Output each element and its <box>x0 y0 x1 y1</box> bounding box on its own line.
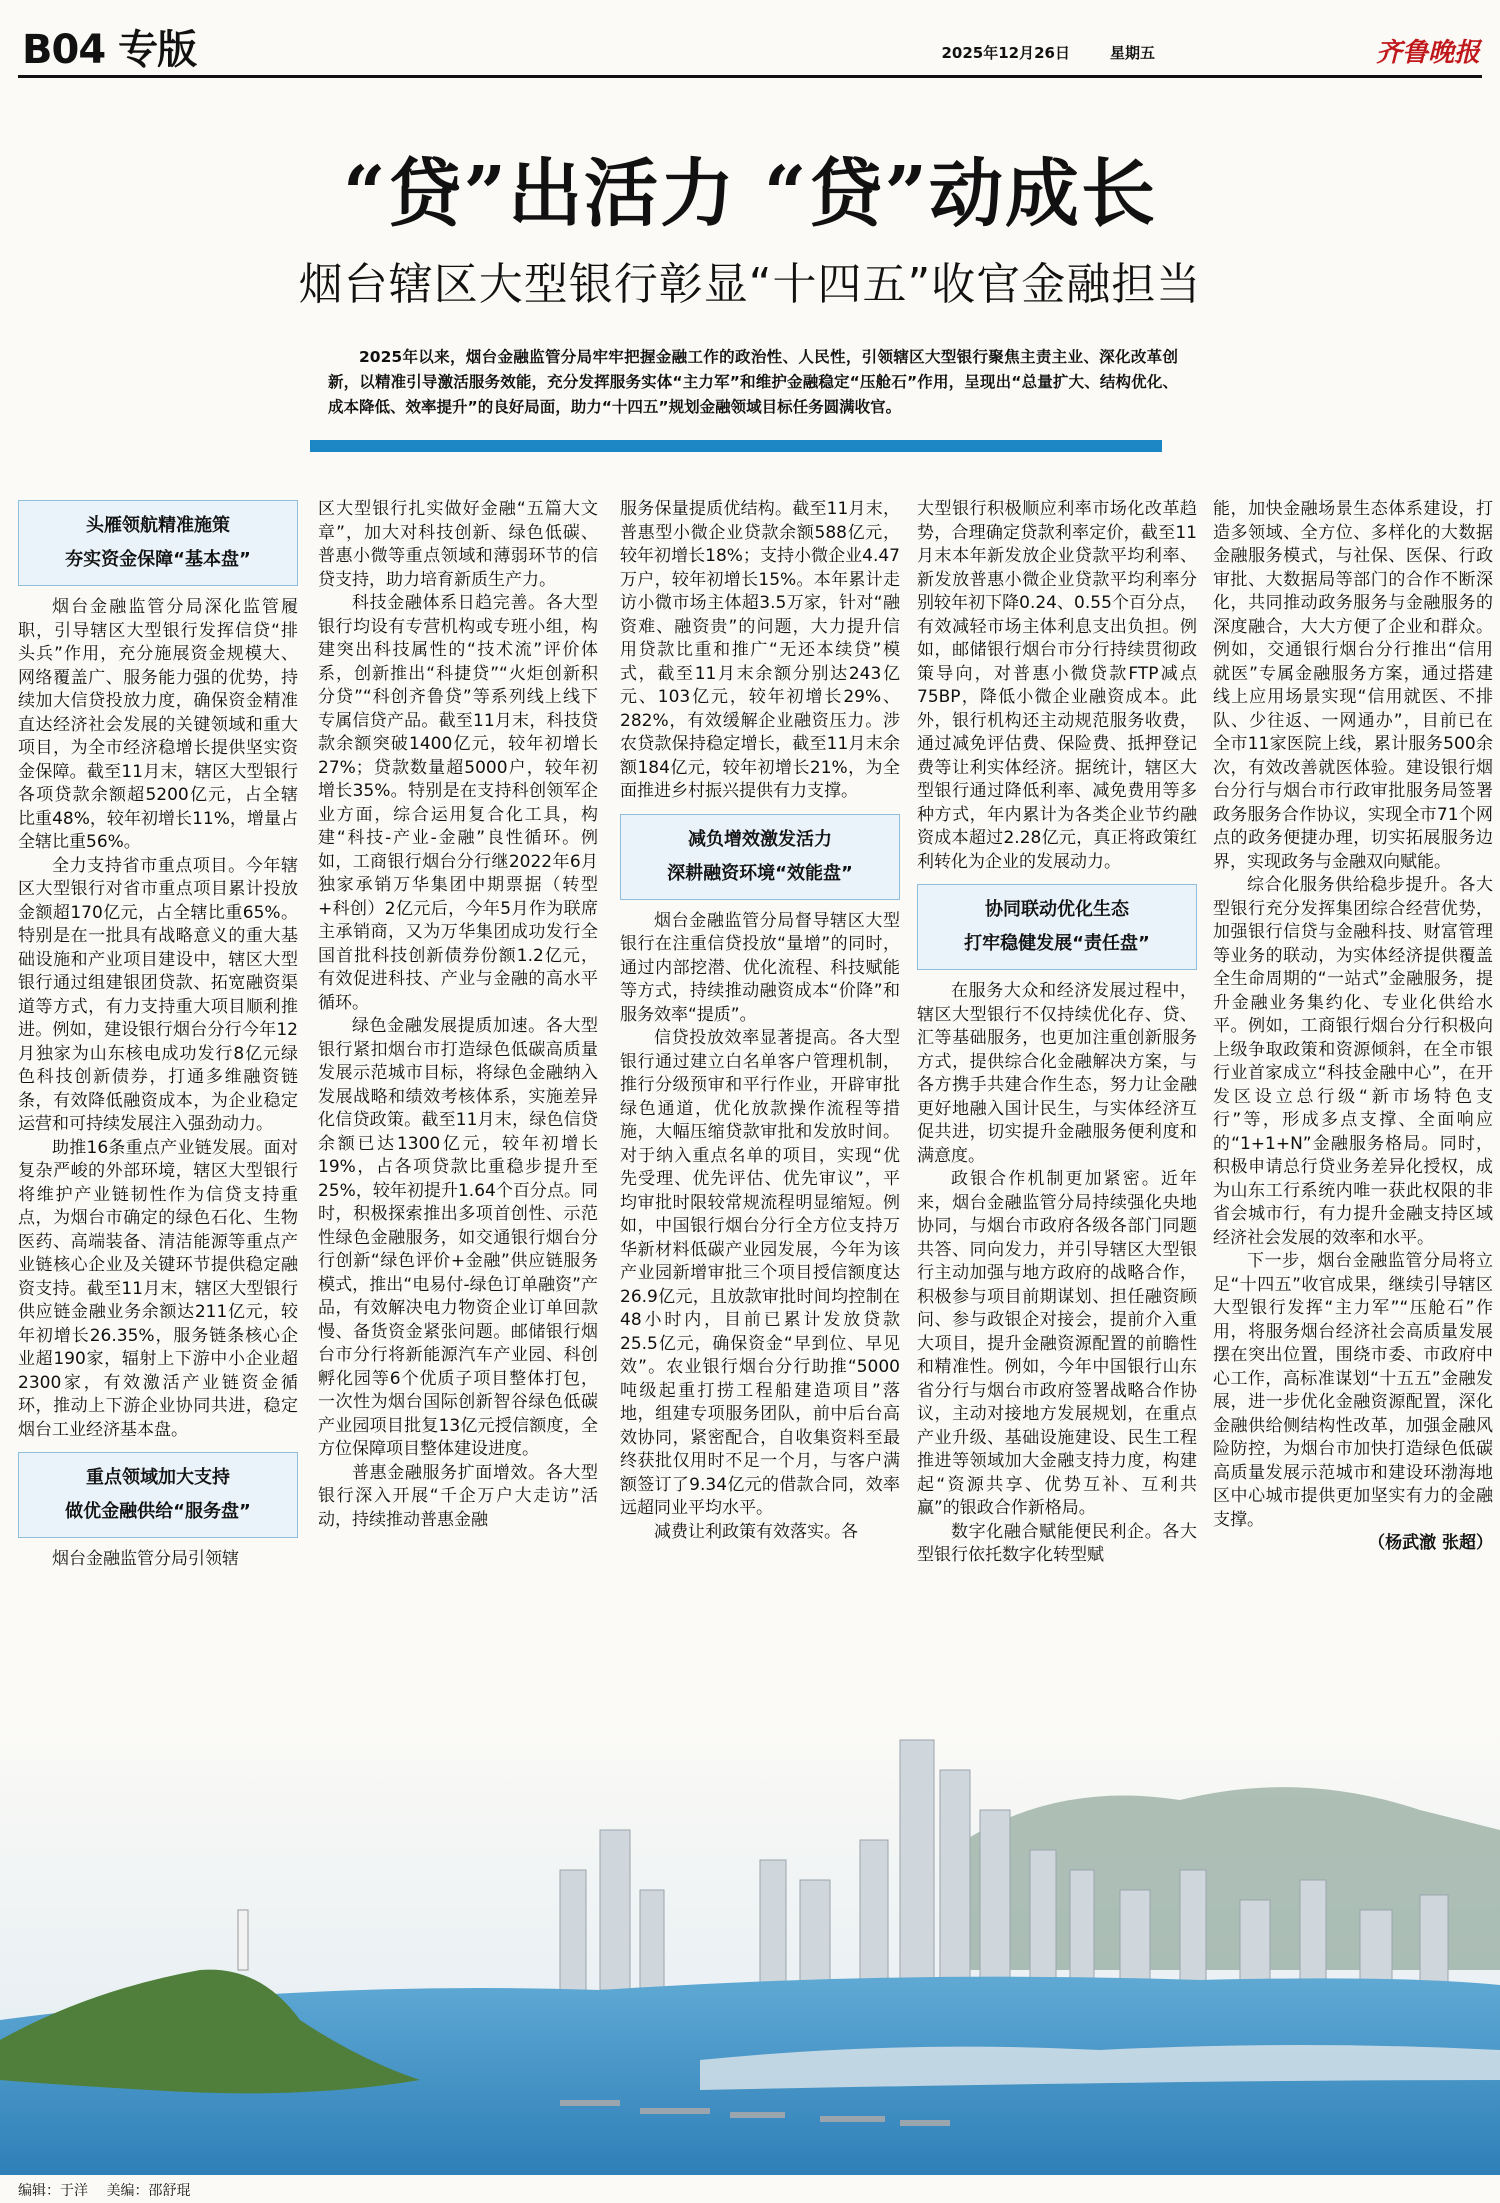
paragraph: 在服务大众和经济发展过程中，辖区大型银行不仅持续优化存、贷、汇等基础服务，也更加注重创新服务方式，提供综合化金融解决方案，与各方携手共建合作生态，努力让金融更好地融入国计民生，与实体经济互促共进，切实提升金融服务便利度和满意度。 <box>917 981 1197 1166</box>
lead-divider-bar <box>310 440 1162 452</box>
paragraph: 区大型银行扎实做好金融“五篇大文章”，加大对科技创新、绿色低碳、普惠小微等重点领域和薄弱环节的信贷支持，助力培育新质生产力。 <box>318 499 598 590</box>
paragraph: 助推16条重点产业链发展。面对复杂严峻的外部环境，辖区大型银行将维护产业链韧性作为信贷支持重点，为烟台市确定的绿色石化、生物医药、高端装备、清洁能源等重点产业链核心企业及关键环节提供稳定融资支持。截至11月末，辖区大型银行供应链金融业务余额达211亿元，较年初增长26.35%，服务链条核心企业超190家，辐射上下游中小企业超2300家，有效激活产业链资金循环，推动上下游企业协同共进，稳定烟台工业经济基本盘。 <box>18 1137 298 1440</box>
paragraph: 科技金融体系日趋完善。各大型银行均设有专营机构或专班小组，构建突出科技属性的“技术流”评价体系，创新推出“科捷贷”“火炬创新积分贷”“科创齐鲁贷”等系列线上线下专属信贷产品。截至11月末，科技贷款余额突破1400亿元，较年初增长27%；贷款数量超5000户，较年初增长35%。特别是在支持科创领军企业方面，综合运用复合化工具，构建“科技-产业-金融”良性循环。例如，工商银行烟台分行继2022年6月独家承销万华集团中期票据（转型+科创）2亿元后，今年5月作为联席主承销商，又为万华集团成功发行全国首批科技创新债券份额1.2亿元，有效促进科技、产业与金融的高水平循环。 <box>318 593 598 1013</box>
paragraph: 全力支持省市重点项目。今年辖区大型银行对省市重点项目累计投放金额超170亿元，占全辖比重65%。特别是在一批具有战略意义的重大基础设施和产业项目建设中，辖区大型银行通过组建银团贷款、拓宽融资渠道等方式，有力支持重大项目顺利推进。例如，建设银行烟台分行今年12月独家为山东核电成功发行8亿元绿色科技创新债券，打通多维融资链条，有效降低融资成本，为企业稳定运营和可持续发展注入强劲动力。 <box>18 855 298 1134</box>
author-byline: （杨武澈 张超） <box>1368 1533 1493 1553</box>
section-heading-line: 协同联动优化生态 <box>985 899 1129 920</box>
article-lead: 2025年以来，烟台金融监管分局牢牢把握金融工作的政治性、人民性，引领辖区大型银行聚焦主责主业、深化改革创新，以精准引导激活服务效能，充分发挥服务实体“主力军”和维护金融稳定“压舱石”作用，呈现出“总量扩大、结构优化、成本降低、效率提升”的良好局面，助力“十四五”规划金融领域目标任务圆满收官。 <box>328 348 1178 416</box>
article-title: “贷”出活力 “贷”动成长 <box>342 151 1158 237</box>
section-heading-line: 打牢稳健发展“责任盘” <box>964 933 1150 954</box>
text-column-1 <box>18 498 298 1572</box>
editor-credit: 编辑：于洋 <box>18 2183 88 2199</box>
paragraph: 政银合作机制更加紧密。近年来，烟台金融监管分局持续强化央地协同，与烟台市政府各级各部门同题共答、同向发力，并引导辖区大型银行主动加强与地方政府的战略合作，积极参与项目前期谋划、担任融资顾问、参与政银企对接会，提前介入重大项目，提升金融资源配置的前瞻性和精准性。例如，今年中国银行山东省分行与烟台市政府签署战略合作协议，主动对接地方发展规划，在重点产业升级、基础设施建设、民生工程推进等领域加大金融支持力度，构建起“资源共享、优势互补、互利共赢”的银政合作新格局。 <box>917 1169 1197 1518</box>
designer-credit: 美编：邵舒琨 <box>106 2183 191 2199</box>
paragraph: 烟台金融监管分局深化监管履职，引导辖区大型银行发挥信贷“排头兵”作用，充分施展资金规模大、网络覆盖广、服务能力强的优势，持续加大信贷投放力度，确保资金精准直达经济社会发展的关键领域和重大项目，为全市经济稳增长提供坚实资金保障。截至11月末，辖区大型银行各项贷款余额超5200亿元，占全辖比重48%，较年初增长11%，增量占全辖比重56%。 <box>18 597 298 852</box>
section-heading-2 <box>18 1452 298 1538</box>
city-skyline-illustration <box>0 1720 1500 2175</box>
section-heading-3 <box>620 814 900 900</box>
paragraph: 下一步，烟台金融监管分局将立足“十四五”收官成果，继续引导辖区大型银行发挥“主力军”“压舱石”作用，将服务烟台经济社会高质量发展摆在突出位置，围绕市委、市政府中心工作，高标准谋划“十五五”金融发展，进一步优化金融资源配置，深化金融供给侧结构性改革，加强金融风险防控，为烟台市加快打造绿色低碳高质量发展示范城市和建设环渤海地区中心城市提供更加坚实有力的金融支撑。 <box>1213 1251 1493 1530</box>
paragraph: 信贷投放效率显著提高。各大型银行通过建立白名单客户管理机制，推行分级预审和平行作业，开辟审批绿色通道，优化放款操作流程等措施，大幅压缩贷款审批和发放时间。对于纳入重点名单的项目，实现“优先受理、优先评估、优先审议”，平均审批时限较常规流程明显缩短。例如，中国银行烟台分行全方位支持万华新材料低碳产业园发展，今年为该产业园新增审批三个项目授信额度达26.9亿元，且放款审批时间均控制在48小时内，目前已累计发放贷款25.5亿元，确保资金“早到位、早见效”。农业银行烟台分行助推“5000吨级起重打捞工程船建造项目”落地，组建专项服务团队，前中后台高效协同，紧密配合，自收集资料至最终获批仅用时不足一个月，与客户满额签订了9.34亿元的借款合同，效率远超同业平均水平。 <box>620 1028 900 1518</box>
page-header <box>0 0 1500 73</box>
paragraph: 烟台金融监管分局引领辖 <box>52 1549 239 1569</box>
section-heading-line: 头雁领航精准施策 <box>86 515 230 536</box>
paragraph: 烟台金融监管分局督导辖区大型银行在注重信贷投放“量增”的同时，通过内部挖潜、优化流程、科技赋能等方式，持续推动融资成本“价降”和服务效率“提质”。 <box>620 910 900 1025</box>
coastal-city-photo <box>0 1720 1500 2175</box>
paragraph: 数字化融合赋能便民利企。各大型银行依托数字化转型赋 <box>917 1521 1197 1565</box>
article-subtitle: 烟台辖区大型银行彰显“十四五”收官金融担当 <box>298 259 1202 310</box>
lighthouse-shape <box>238 1910 248 1970</box>
issue-date: 2025年12月26日 <box>941 44 1070 62</box>
issue-weekday: 星期五 <box>1109 44 1155 62</box>
section-heading-line: 重点领域加大支持 <box>86 1467 230 1488</box>
text-column-4 <box>917 498 1197 1568</box>
paragraph: 综合化服务供给稳步提升。各大型银行充分发挥集团综合经营优势，加强银行信贷与金融科技、财富管理等业务的联动，为实体经济提供覆盖全生命周期的“一站式”金融服务，提升金融业务集约化、专业化供给水平。例如，工商银行烟台分行积极向上级争取政策和资源倾斜，在全市银行业首家成立“科技金融中心”，在开发区设立总行级“新市场特色支行”等，形成多点支撑、全面响应的“1+1+N”金融服务格局。同时，积极申请总行贷业务差异化授权，成为山东工行系统内唯一获此权限的非省会城市行，有力提升金融支持区域经济社会发展的效率和水平。 <box>1213 875 1493 1248</box>
page-footer <box>18 2180 204 2200</box>
section-heading-line: 减负增效激发活力 <box>688 828 832 850</box>
section-heading-1 <box>18 500 298 586</box>
text-column-5 <box>1213 498 1493 1556</box>
paper-masthead: 齐鲁晚报 <box>1375 38 1480 68</box>
paragraph: 大型银行积极顺应利率市场化改革趋势，合理确定贷款利率定价，截至11月末本年新发放企业贷款平均利率、新发放普惠小微企业贷款平均利率分别较年初下降0.24、0.55个百分点，有效减轻市场主体利息支出负担。例如，邮储银行烟台市分行持续贯彻政策导向，对普惠小微贷款FTP减点75BP，降低小微企业融资成本。此外，银行机构还主动规范服务收费，通过减免评估费、保险费、抵押登记费等让利实体经济。据统计，辖区大型银行通过降低利率、减免费用等多种方式，年内累计为各类企业节约融资成本超过2.28亿元，真正将政策红利转化为企业的发展动力。 <box>917 499 1197 872</box>
text-column-3 <box>620 498 900 1544</box>
paragraph: 普惠金融服务扩面增效。各大型银行深入开展“千企万户大走访”活动，持续推动普惠金融 <box>318 1462 598 1530</box>
text-column-2 <box>318 498 598 1532</box>
paragraph: 绿色金融发展提质加速。各大型银行紧扣烟台市打造绿色低碳高质量发展示范城市目标，将绿色金融纳入发展战略和绩效考核体系，实施差异化信贷政策。截至11月末，绿色信贷余额已达1300亿元，较年初增长19%，占各项贷款比重稳步提升至25%，较年初提升1.64个百分点。同时，积极探索推出多项首创性、示范性绿色金融服务，如交通银行烟台分行创新“绿色评价+金融”供应链服务模式，推出“电易付-绿色订单融资”产品，有效解决电力物资企业订单回款慢、备货资金紧张问题。邮储银行烟台市分行将新能源汽车产业园、科创孵化园等6个优质子项目整体打包，一次性为烟台国际创新智谷绿色低碳产业园项目批复13亿元授信额度，全方位保障项目整体建设进度。 <box>318 1016 598 1459</box>
section-heading-line: 深耕融资环境“效能盘” <box>667 862 853 884</box>
section-heading-line: 夯实资金保障“基本盘” <box>65 549 251 570</box>
paragraph: 能，加快金融场景生态体系建设，打造多领域、全方位、多样化的大数据金融服务模式，与社保、医保、行政审批、大数据局等部门的合作不断深化，共同推动政务服务与金融服务的深度融合，大大方便了企业和群众。例如，交通银行烟台分行推出“信用就医”专属金融服务方案，通过搭建线上应用场景实现“信用就医、不排队、少往返、一网通办”，目前已在全市11家医院上线，累计服务500余次，有效改善就医体验。建设银行烟台分行与烟台市行政审批服务局签署政务服务合作协议，实现全市71个网点的政务便捷办理，切实拓展服务边界，实现政务与金融双向赋能。 <box>1213 499 1493 872</box>
paragraph: 减费让利政策有效落实。各 <box>654 1521 858 1542</box>
page-number: B04 专版 <box>22 27 197 73</box>
header-rule <box>18 75 1482 78</box>
section-heading-line: 做优金融供给“服务盘” <box>65 1501 251 1522</box>
section-heading-4 <box>917 884 1197 970</box>
paragraph: 服务保量提质优结构。截至11月末，普惠型小微企业贷款余额588亿元，较年初增长18%；支持小微企业4.47万户，较年初增长15%。本年累计走访小微市场主体超3.5万家，针对“融资难、融资贵”的问题，大力提升信用贷款比重和推广“无还本续贷”模式，截至11月末余额分别达243亿元、103亿元，较年初增长29%、282%，有效缓解企业融资压力。涉农贷款保持稳定增长，截至11月末余额184亿元，较年初增长21%，为全面推进乡村振兴提供有力支撑。 <box>620 499 900 801</box>
